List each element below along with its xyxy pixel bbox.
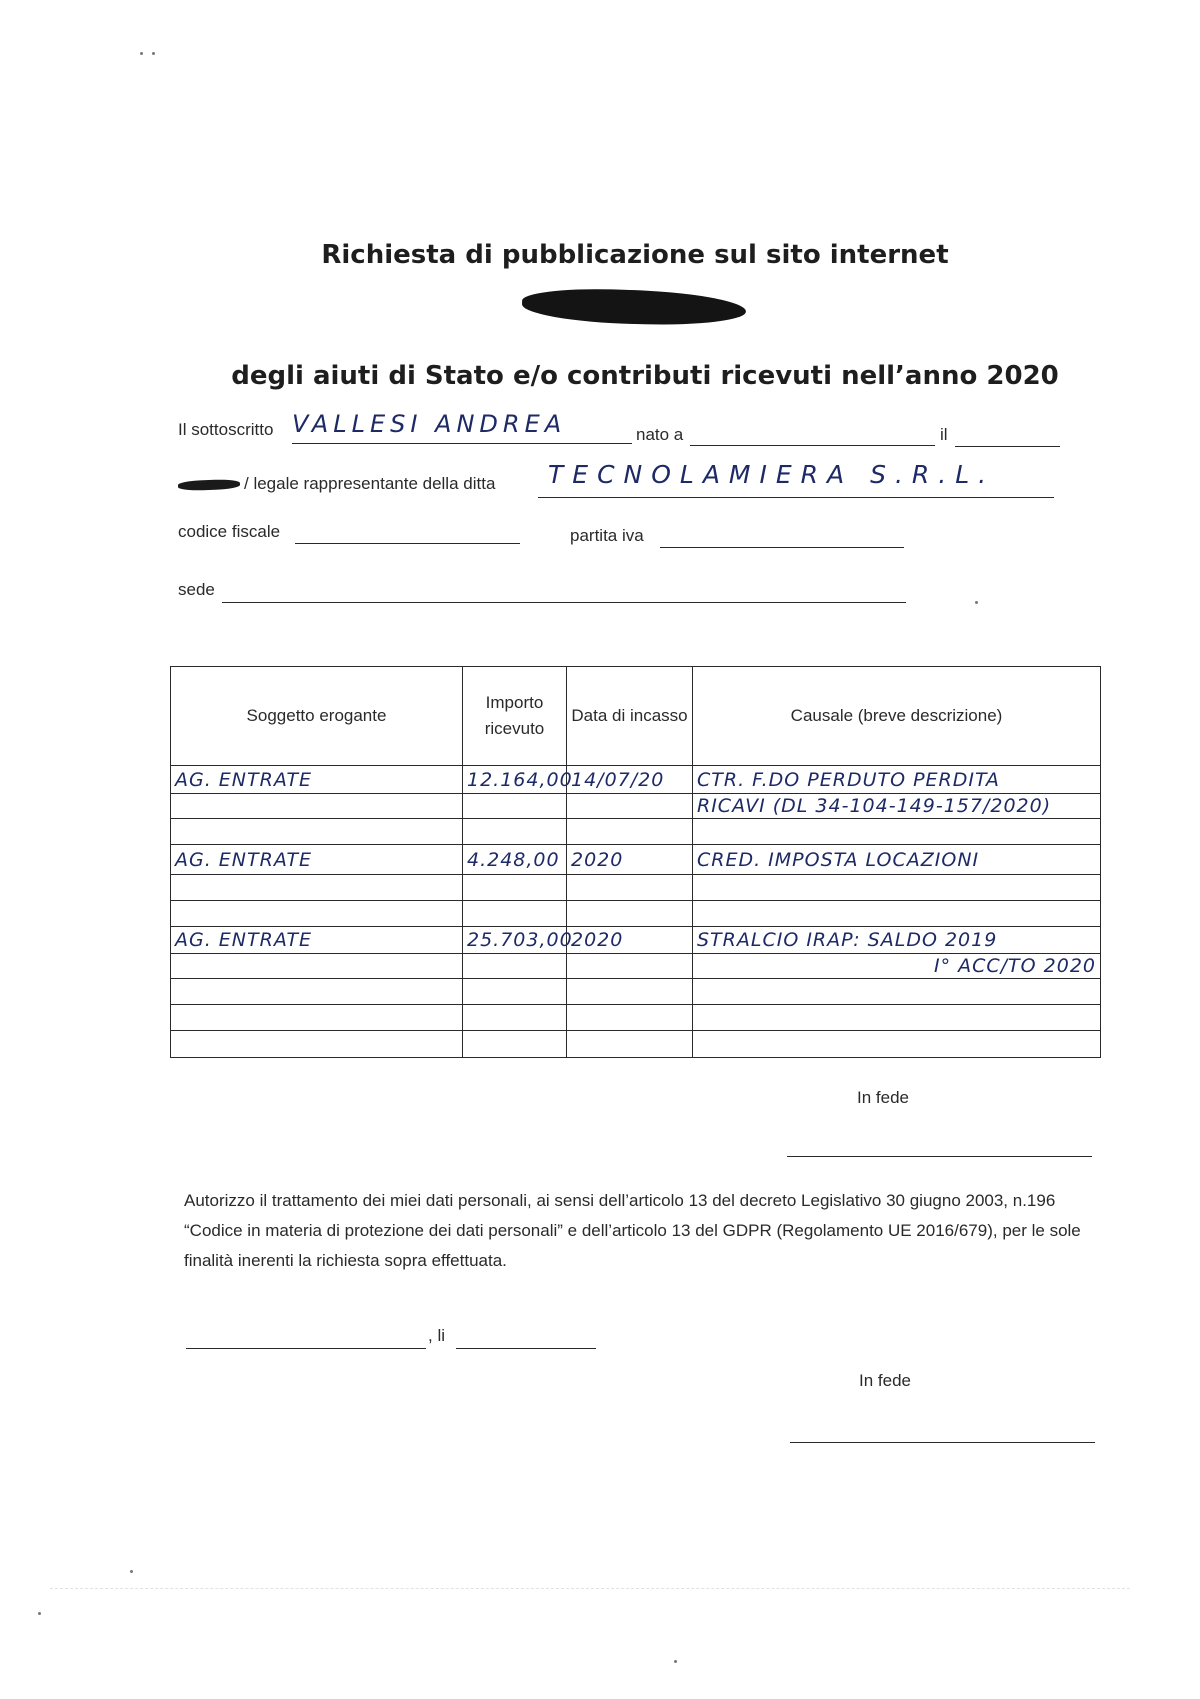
cell-causale[interactable]: [693, 875, 1101, 901]
signature-line-1[interactable]: [787, 1156, 1092, 1157]
table-row: [171, 1005, 1101, 1031]
codice-fiscale-label: codice fiscale: [178, 522, 281, 541]
cell-soggetto[interactable]: [171, 954, 463, 979]
nato-label: nato a: [636, 425, 684, 444]
cell-causale[interactable]: RICAVI (DL 34-104-149-157/2020): [693, 794, 1101, 819]
table-row: [171, 901, 1101, 927]
rappresentante-label: / legale rappresentante della ditta: [244, 474, 496, 493]
signature-label-1: In fede: [857, 1088, 909, 1107]
cell-soggetto[interactable]: [171, 901, 463, 927]
scan-artifact-line: [50, 1588, 1130, 1589]
cell-data[interactable]: 14/07/20: [567, 766, 693, 794]
sottoscritto-line: [292, 443, 632, 444]
cell-importo[interactable]: [463, 1031, 567, 1058]
table-row: [171, 979, 1101, 1005]
table-row: [171, 1031, 1101, 1058]
cell-data[interactable]: 2020: [567, 845, 693, 875]
table-row: [171, 794, 1101, 819]
cell-data[interactable]: [567, 901, 693, 927]
table-row: [171, 766, 1101, 794]
table-header-row: [171, 667, 1101, 766]
cell-importo[interactable]: 4.248,00: [463, 845, 567, 875]
header-importo: Importo ricevuto: [463, 667, 567, 766]
cell-importo[interactable]: 25.703,00: [463, 927, 567, 954]
date-field-line[interactable]: [456, 1348, 596, 1349]
strikethrough-scribble: [178, 479, 240, 491]
cell-causale[interactable]: CRED. IMPOSTA LOCAZIONI: [693, 845, 1101, 875]
cell-causale[interactable]: [693, 1005, 1101, 1031]
cell-soggetto[interactable]: AG. ENTRATE: [171, 845, 463, 875]
cell-data[interactable]: [567, 1031, 693, 1058]
partita-iva-field-line[interactable]: [660, 547, 904, 548]
cell-importo[interactable]: [463, 875, 567, 901]
partita-iva-label: partita iva: [570, 526, 644, 545]
cell-causale[interactable]: STRALCIO IRAP: SALDO 2019: [693, 927, 1101, 954]
document-subtitle: degli aiuti di Stato e/o contributi ricevuti nell’anno 2020: [231, 361, 1059, 391]
table-body: [171, 766, 1101, 1058]
il-field-line[interactable]: [955, 446, 1060, 447]
place-field-line[interactable]: [186, 1348, 426, 1349]
cell-data[interactable]: [567, 819, 693, 845]
sottoscritto-value[interactable]: VALLESI ANDREA: [292, 410, 567, 438]
scan-speck: [674, 1660, 677, 1663]
sede-label: sede: [178, 580, 215, 599]
cell-importo[interactable]: [463, 979, 567, 1005]
table-row: [171, 845, 1101, 875]
cell-importo[interactable]: [463, 819, 567, 845]
cell-causale[interactable]: [693, 901, 1101, 927]
cell-data[interactable]: [567, 979, 693, 1005]
header-soggetto: Soggetto erogante: [171, 667, 463, 766]
cell-importo[interactable]: [463, 901, 567, 927]
cell-soggetto[interactable]: [171, 875, 463, 901]
ditta-value[interactable]: TECNOLAMIERA S.R.L.: [548, 460, 996, 489]
cell-causale[interactable]: [693, 819, 1101, 845]
cell-data[interactable]: [567, 794, 693, 819]
scan-speck: [140, 52, 143, 55]
ditta-line: [538, 497, 1054, 498]
cell-data[interactable]: 2020: [567, 927, 693, 954]
il-label: il: [940, 425, 948, 444]
sottoscritto-label: Il sottoscritto: [178, 420, 274, 439]
place-date-separator: , li: [428, 1326, 445, 1345]
aid-table: [170, 666, 1101, 1058]
table-row: [171, 927, 1101, 954]
signature-line-2[interactable]: [790, 1442, 1095, 1443]
nato-field-line[interactable]: [690, 445, 935, 446]
codice-fiscale-field-line[interactable]: [295, 543, 520, 544]
table-row: [171, 954, 1101, 979]
cell-soggetto[interactable]: [171, 979, 463, 1005]
cell-importo[interactable]: 12.164,00: [463, 766, 567, 794]
cell-data[interactable]: [567, 1005, 693, 1031]
cell-data[interactable]: [567, 875, 693, 901]
scan-speck: [38, 1612, 41, 1615]
redaction-scribble: [522, 287, 747, 327]
header-causale: Causale (breve descrizione): [693, 667, 1101, 766]
cell-importo[interactable]: [463, 1005, 567, 1031]
cell-causale[interactable]: I° ACC/TO 2020: [693, 954, 1101, 979]
cell-importo[interactable]: [463, 794, 567, 819]
cell-importo[interactable]: [463, 954, 567, 979]
cell-soggetto[interactable]: [171, 819, 463, 845]
header-data: Data di incasso: [567, 667, 693, 766]
scan-speck: [130, 1570, 133, 1573]
cell-soggetto[interactable]: [171, 1005, 463, 1031]
signature-label-2: In fede: [859, 1371, 911, 1390]
scan-speck: [152, 52, 155, 55]
document-title: Richiesta di pubblicazione sul sito internet: [321, 240, 949, 270]
cell-soggetto[interactable]: AG. ENTRATE: [171, 766, 463, 794]
cell-soggetto[interactable]: [171, 794, 463, 819]
cell-causale[interactable]: [693, 1031, 1101, 1058]
scan-speck: [975, 601, 978, 604]
cell-data[interactable]: [567, 954, 693, 979]
sede-field-line[interactable]: [222, 602, 906, 603]
cell-soggetto[interactable]: [171, 1031, 463, 1058]
cell-soggetto[interactable]: AG. ENTRATE: [171, 927, 463, 954]
table-row: [171, 875, 1101, 901]
cell-causale[interactable]: CTR. F.DO PERDUTO PERDITA: [693, 766, 1101, 794]
table-row: [171, 819, 1101, 845]
cell-causale[interactable]: [693, 979, 1101, 1005]
privacy-consent-text: Autorizzo il trattamento dei miei dati personali, ai sensi dell’articolo 13 del decreto Legislativo 30 giugno 2003, n.196 “Codice in materia di protezione dei dati personali” e dell’articolo 13 del GDPR (Regolamento UE 2016/679), per le sole finalità inerenti la richiesta sopra effettuata.: [184, 1191, 1081, 1270]
